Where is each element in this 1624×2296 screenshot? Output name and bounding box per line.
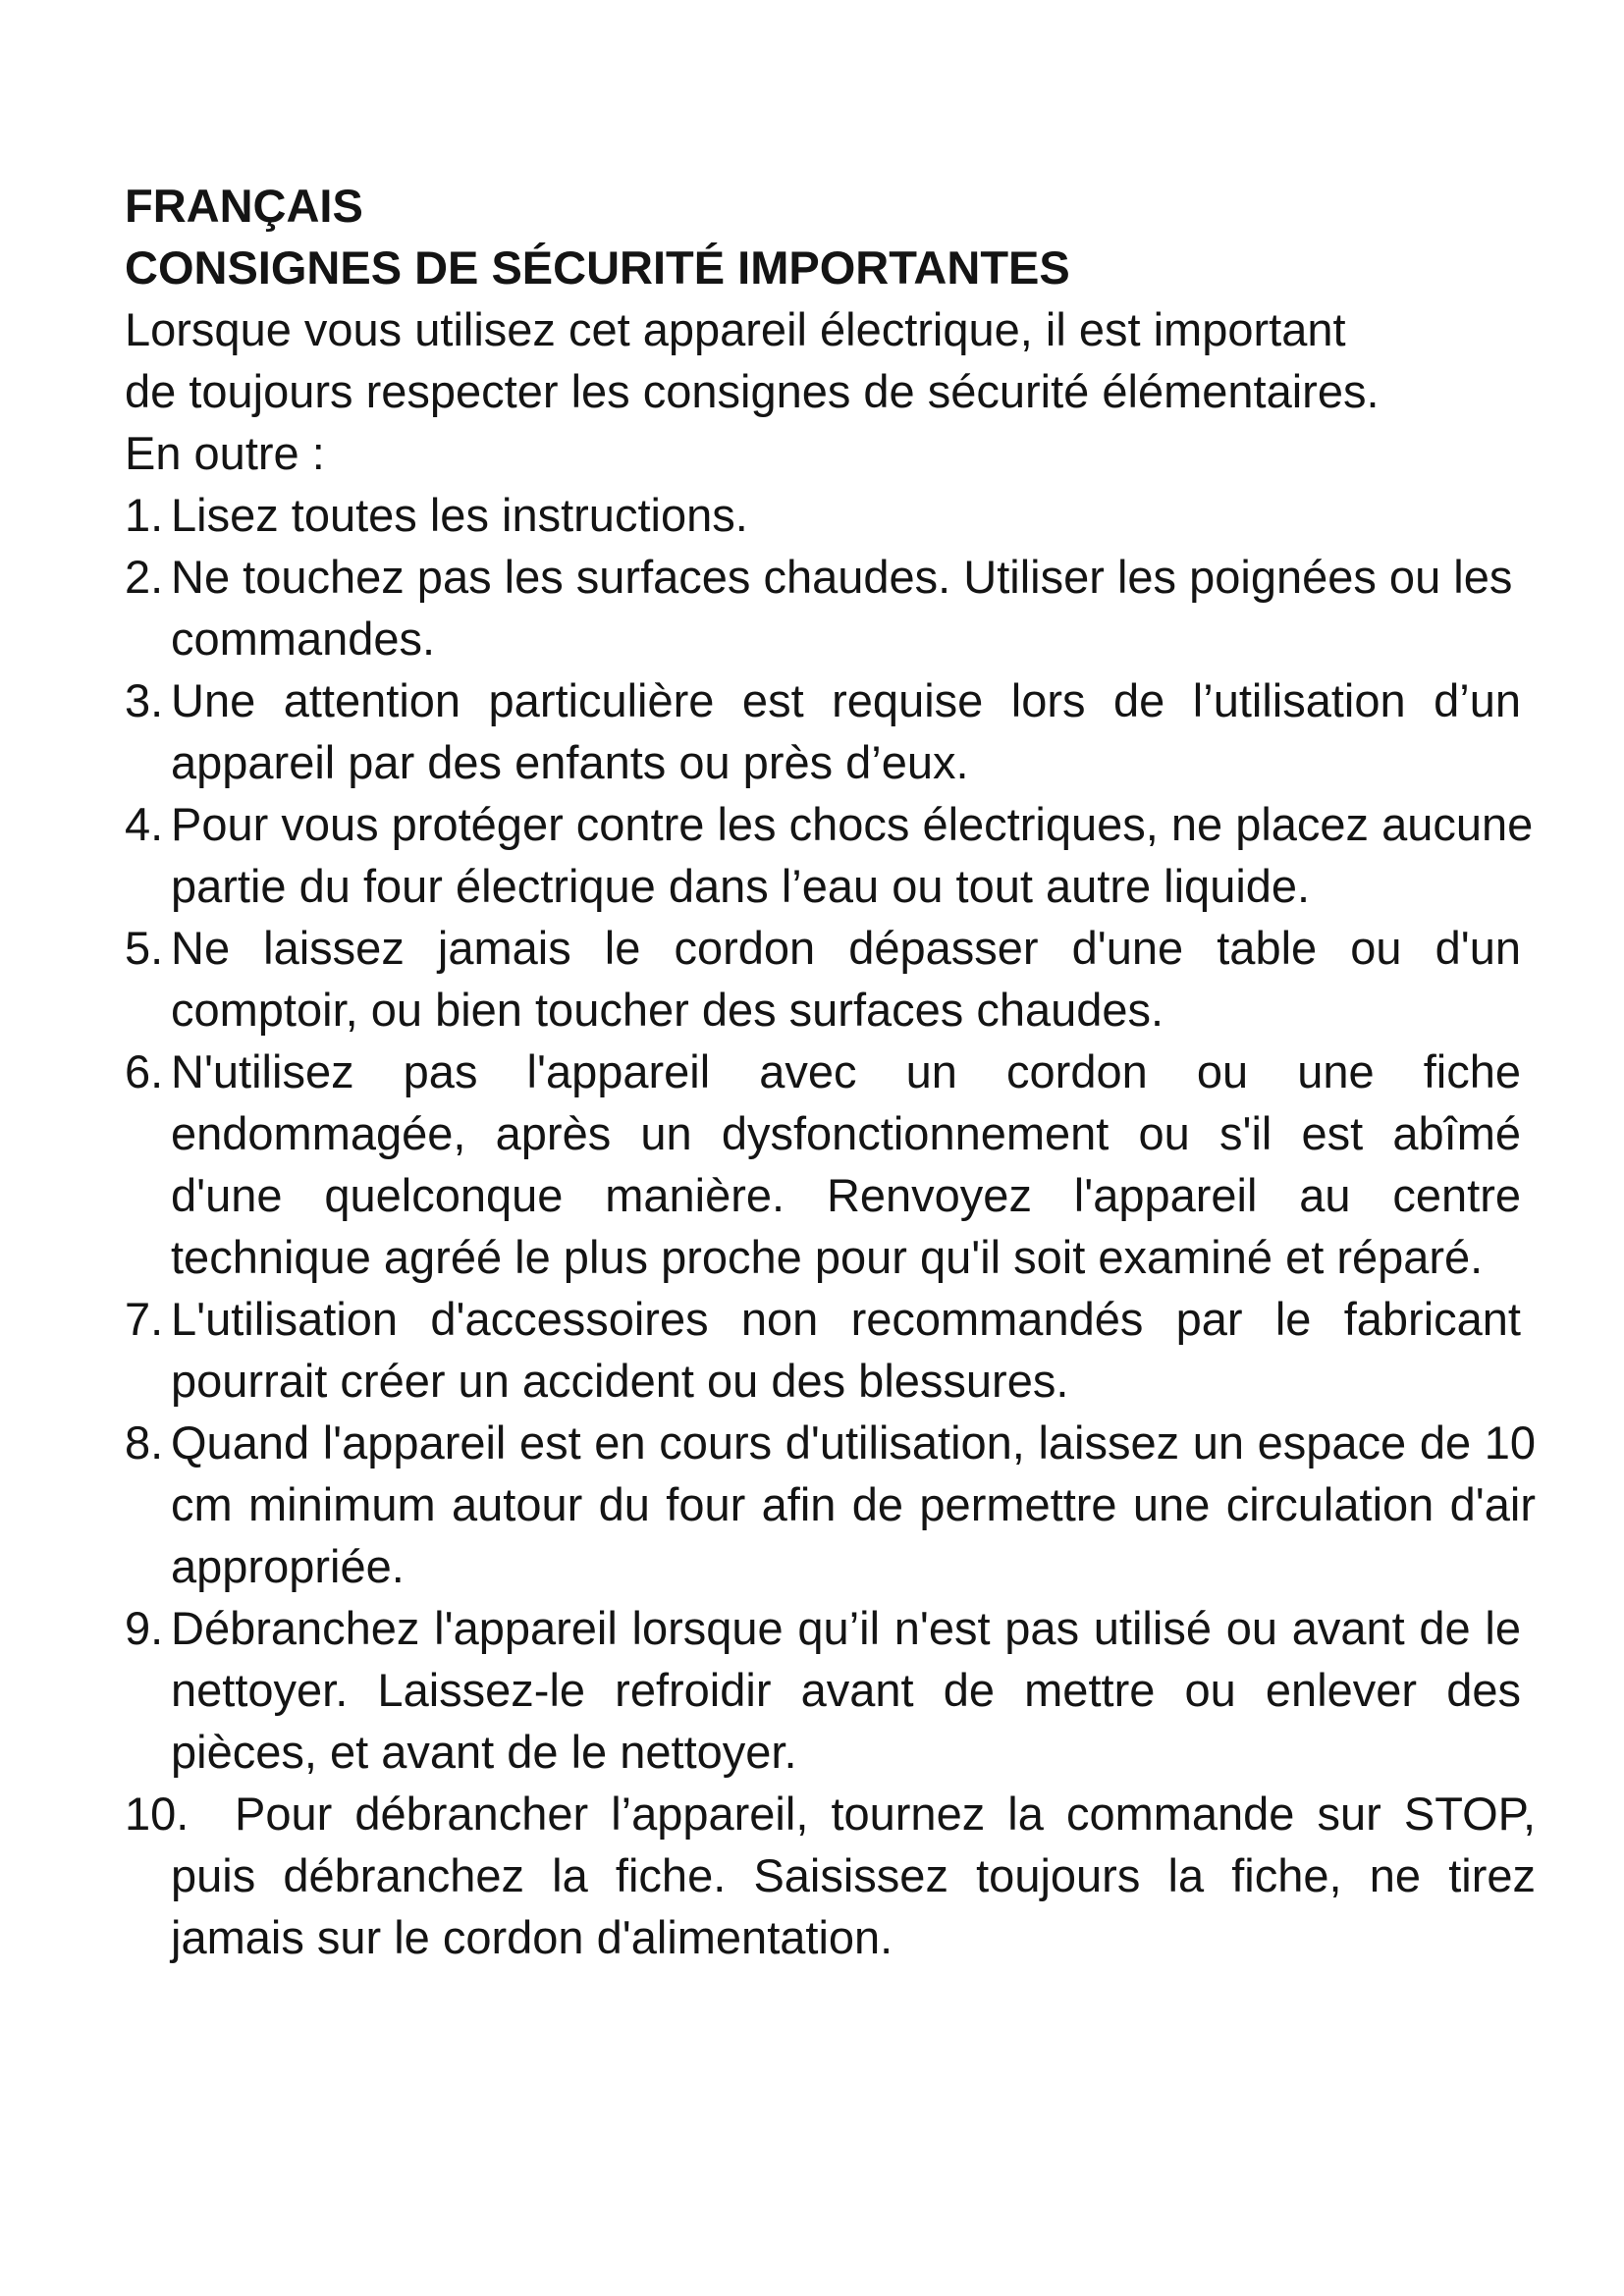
instruction-text: N'utilisez pas l'appareil avec un cordon ou une fiche endommagée, après un dysfonctionnement ou s'il est abîmé d'une quelconque manière. Renvoyez l'appareil au centre technique agréé le plus proche pour qu'il soit examiné et réparé.: [171, 1045, 1521, 1283]
instruction-number: 4.: [125, 798, 164, 850]
instruction-number: 6.: [125, 1045, 164, 1097]
instruction-text: Ne touchez pas les surfaces chaudes. Utiliser les poignées ou les commandes.: [171, 551, 1513, 665]
instruction-text: Débranchez l'appareil lorsque qu’il n'est pas utilisé ou avant de le nettoyer. Laissez-le refroidir avant de mettre ou enlever des pièces, et avant de le nettoyer.: [171, 1602, 1521, 1778]
instruction-text: Lisez toutes les instructions.: [171, 489, 748, 541]
instruction-number: 2.: [125, 551, 164, 603]
instruction-number: 7.: [125, 1293, 164, 1345]
instruction-number: 1.: [125, 489, 164, 541]
instruction-item: [125, 917, 1521, 1041]
instruction-text: Ne laissez jamais le cordon dépasser d'une table ou d'un comptoir, ou bien toucher des surfaces chaudes.: [171, 922, 1521, 1036]
instruction-text: Une attention particulière est requise lors de l’utilisation d’un appareil par des enfants ou près d’eux.: [171, 674, 1521, 788]
instruction-text: Pour débrancher l’appareil, tournez la commande sur STOP, puis débranchez la fiche. Saisissez toujours la fiche, ne tirez jamais sur le cordon d'alimentation.: [171, 1788, 1536, 1963]
intro-line: de toujours respecter les consignes de sécurité élémentaires.: [125, 365, 1380, 417]
document-page: [125, 175, 1536, 1968]
intro-paragraph: [125, 298, 1524, 484]
instruction-number: 5.: [125, 922, 164, 974]
instruction-item: [125, 1412, 1536, 1597]
instruction-number: 8.: [125, 1416, 164, 1468]
instruction-item: [125, 1597, 1521, 1783]
instruction-list: [125, 484, 1536, 1968]
instruction-item: [125, 1041, 1521, 1288]
instruction-number: 3.: [125, 674, 164, 726]
intro-line: Lorsque vous utilisez cet appareil électrique, il est important: [125, 303, 1346, 355]
language-label: FRANÇAIS: [125, 180, 363, 232]
instruction-item: [125, 546, 1521, 669]
instruction-number: 9.: [125, 1602, 164, 1654]
safety-heading: CONSIGNES DE SÉCURITÉ IMPORTANTES: [125, 241, 1070, 294]
instruction-item: [125, 669, 1521, 793]
instruction-item: [125, 484, 1521, 546]
instruction-item: [125, 793, 1534, 917]
instruction-item: [125, 1288, 1521, 1412]
instruction-text: L'utilisation d'accessoires non recommandés par le fabricant pourrait créer un accident ou des blessures.: [171, 1293, 1521, 1407]
instruction-text: Quand l'appareil est en cours d'utilisation, laissez un espace de 10 cm minimum autour du four afin de permettre une circulation d'air appropriée.: [171, 1416, 1536, 1592]
instruction-text: Pour vous protéger contre les chocs électriques, ne placez aucune partie du four électrique dans l’eau ou tout autre liquide.: [171, 798, 1534, 912]
instruction-item: [125, 1783, 1536, 1968]
intro-line: En outre :: [125, 427, 325, 479]
instruction-number: 10.: [125, 1788, 189, 1840]
